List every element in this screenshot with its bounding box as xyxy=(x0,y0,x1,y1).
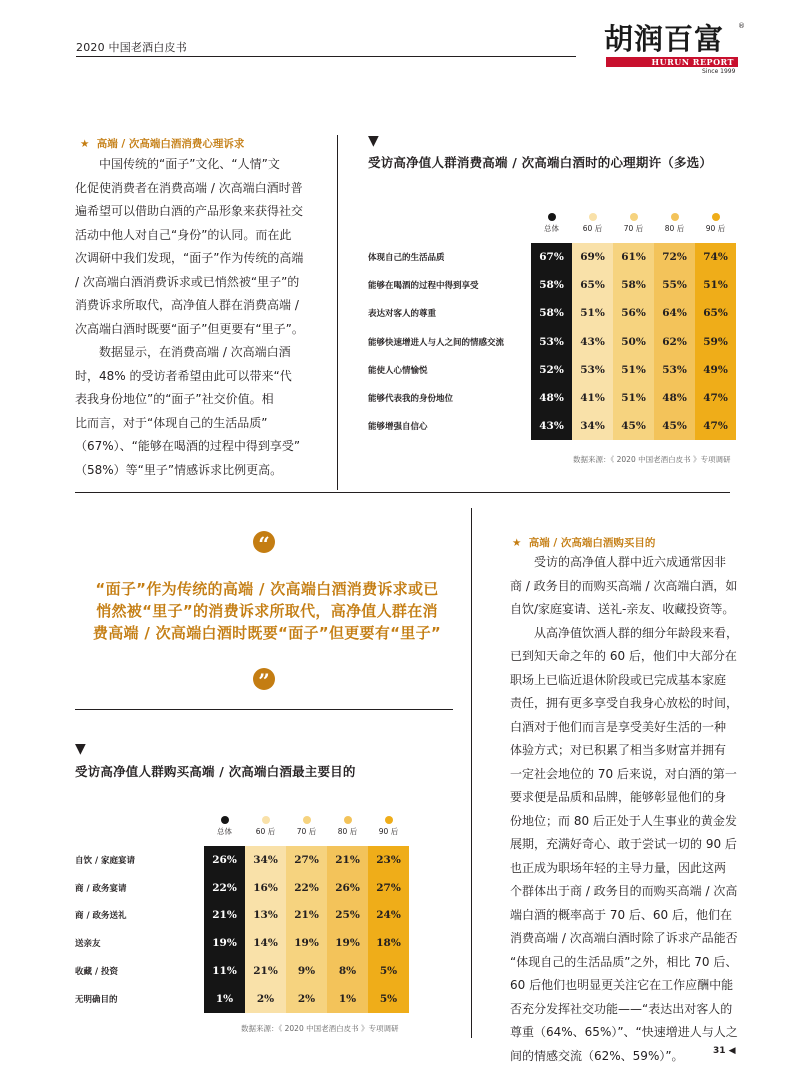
row-label: 能够增强自信心 xyxy=(368,422,428,433)
section1-line: 化促使消费者在消费高端 / 次高端白酒时普 xyxy=(75,180,303,195)
value-cell: 22% xyxy=(204,874,245,902)
chart1-source: 数据来源：《 2020 中国老酒白皮书 》专项调研 xyxy=(573,455,731,464)
legend-item xyxy=(572,203,613,243)
section2-line: 白酒对于他们而言是享受美好生活的一种 xyxy=(510,719,727,734)
value-cell: 58% xyxy=(531,299,572,327)
value-cell: 65% xyxy=(572,271,613,299)
value-cell: 53% xyxy=(654,356,695,384)
quote-divider xyxy=(75,709,453,710)
value-cell: 9% xyxy=(286,957,327,985)
value-cell: 59% xyxy=(695,328,736,356)
value-cell: 65% xyxy=(695,299,736,327)
value-cell: 41% xyxy=(572,384,613,412)
legend-label: 90 后 xyxy=(705,223,726,233)
value-cell: 27% xyxy=(286,846,327,874)
row-label: 自饮 / 家庭宴请 xyxy=(75,855,136,866)
value-cell: 21% xyxy=(327,846,368,874)
table-row xyxy=(75,902,409,930)
section2-line: 商 / 政务目的而购买高端 / 次高端白酒，如 xyxy=(510,578,738,593)
table-row xyxy=(368,356,736,384)
value-cell: 51% xyxy=(613,356,654,384)
value-cell: 25% xyxy=(327,902,368,930)
row-label: 商 / 政务宴请 xyxy=(75,883,127,894)
value-cell: 16% xyxy=(245,874,286,902)
row-label: 送亲友 xyxy=(75,939,101,950)
section2-line: 受访的高净值人群中近六成通常因非 xyxy=(534,555,727,569)
section2-line: 间的情感交流（62%、59%）”。 xyxy=(510,1048,684,1063)
legend-item xyxy=(327,806,368,846)
table-row xyxy=(368,384,736,412)
table-row xyxy=(368,412,736,440)
value-cell: 34% xyxy=(572,412,613,440)
value-cell: 1% xyxy=(204,985,245,1013)
legend-dot-icon xyxy=(671,213,679,221)
section2-line: 职场上已临近退休阶段或已完成基本家庭 xyxy=(510,672,727,687)
section1-heading xyxy=(80,136,244,151)
column-divider-bottom xyxy=(471,508,472,1038)
legend-item xyxy=(613,203,654,243)
legend-label: 70 后 xyxy=(623,223,644,233)
section1-line: 次高端白酒时既要“面子”但更要有“里子”。 xyxy=(75,321,304,336)
section1-line: 活动中他人对自己“身份”的认同。而在此 xyxy=(75,227,292,242)
quote-open-icon: “ xyxy=(253,531,275,553)
legend-dot-icon xyxy=(221,816,229,824)
value-cell: 23% xyxy=(368,846,409,874)
star-icon: ★ xyxy=(512,537,522,549)
section2-line: 要求便是品质和品牌，能够彰显他们的身 xyxy=(510,790,727,804)
value-cell: 58% xyxy=(613,271,654,299)
value-cell: 74% xyxy=(695,243,736,271)
legend-label: 总体 xyxy=(544,223,559,233)
chart1-legend-row xyxy=(368,203,736,243)
legend-dot-icon xyxy=(385,816,393,824)
section2-heading xyxy=(512,535,655,550)
section1-line: 比而言，对于“体现自己的生活品质” xyxy=(75,415,268,430)
legend-dot-icon xyxy=(589,213,597,221)
legend-item xyxy=(695,203,736,243)
section2-line: 60 后他们也明显更关注它在工作应酬中能 xyxy=(510,978,734,992)
section-divider xyxy=(75,492,730,493)
section1-line: （58%）等“里子”情感诉求比例更高。 xyxy=(75,462,283,477)
value-cell: 51% xyxy=(613,384,654,412)
section1-body xyxy=(75,153,313,482)
value-cell: 2% xyxy=(245,985,286,1013)
table-row xyxy=(75,846,409,874)
row-label: 表达对客人的尊重 xyxy=(368,309,437,320)
logo-sub-bar: HURUN REPORT xyxy=(606,57,738,67)
chart2-table xyxy=(75,806,409,1013)
section2-title: 高端 / 次高端白酒购买目的 xyxy=(528,537,656,549)
value-cell: 47% xyxy=(695,412,736,440)
section2-line: 份地位；而 80 后正处于人生事业的黄金发 xyxy=(510,813,737,828)
value-cell: 26% xyxy=(327,874,368,902)
section1-line: 遍希望可以借助白酒的产品形象来获得社交 xyxy=(75,204,304,218)
row-label: 商 / 政务送礼 xyxy=(75,911,127,922)
value-cell: 5% xyxy=(368,985,409,1013)
legend-label: 60 后 xyxy=(255,826,276,836)
value-cell: 48% xyxy=(654,384,695,412)
running-header-title: 2020 中国老酒白皮书 xyxy=(76,41,187,54)
section2-line: 责任，拥有更多享受自我身心放松的时间， xyxy=(510,696,739,710)
chart2-marker-icon: ▼ xyxy=(75,741,86,757)
row-label: 无明确目的 xyxy=(75,994,118,1005)
legend-dot-icon xyxy=(344,816,352,824)
value-cell: 61% xyxy=(613,243,654,271)
header-rule xyxy=(76,56,576,57)
pull-quote xyxy=(72,578,462,644)
section2-line: 端白酒的概率高于 70 后、60 后，他们在 xyxy=(510,907,732,922)
value-cell: 56% xyxy=(613,299,654,327)
value-cell: 50% xyxy=(613,328,654,356)
row-label: 收藏 / 投资 xyxy=(75,967,119,978)
legend-dot-icon xyxy=(303,816,311,824)
value-cell: 24% xyxy=(368,902,409,930)
section1-line: 数据显示，在消费高端 / 次高端白酒 xyxy=(99,345,291,359)
value-cell: 1% xyxy=(327,985,368,1013)
section2-line: 一定社会地位的 70 后来说，对白酒的第一 xyxy=(510,766,737,781)
logo-main-text: 胡润百富 xyxy=(604,22,725,56)
section1-title: 高端 / 次高端白酒消费心理诉求 xyxy=(96,138,245,150)
value-cell: 5% xyxy=(368,957,409,985)
section2-line: 尊重（64%、65%）”、“快速增进人与人之 xyxy=(510,1025,738,1039)
value-cell: 55% xyxy=(654,271,695,299)
chart2-legend-row xyxy=(75,806,409,846)
legend-dot-icon xyxy=(548,213,556,221)
section1-line: （67%）、“能够在喝酒的过程中得到享受” xyxy=(75,439,301,453)
chart1-title: 受访高净值人群消费高端 / 次高端白酒时的心理期许（多选） xyxy=(368,155,713,170)
legend-dot-icon xyxy=(712,213,720,221)
value-cell: 13% xyxy=(245,902,286,930)
section1-line: 表我身份地位”的“面子”社交价值。相 xyxy=(75,392,274,406)
value-cell: 43% xyxy=(572,328,613,356)
value-cell: 22% xyxy=(286,874,327,902)
value-cell: 8% xyxy=(327,957,368,985)
chart2-title: 受访高净值人群购买高端 / 次高端白酒最主要目的 xyxy=(75,764,356,779)
section1-line: 中国传统的“面子”文化、“人情”文 xyxy=(99,157,280,171)
value-cell: 45% xyxy=(613,412,654,440)
row-label: 体现自己的生活品质 xyxy=(368,253,445,264)
value-cell: 51% xyxy=(572,299,613,327)
value-cell: 19% xyxy=(204,929,245,957)
section1-line: 时，48% 的受访者希望由此可以带来“代 xyxy=(75,368,292,383)
section2-line: 展期，充满好奇心、敢于尝试一切的 90 后 xyxy=(510,837,737,851)
legend-label: 80 后 xyxy=(337,826,358,836)
section2-line: 个群体出于商 / 政务目的而购买高端 / 次高 xyxy=(510,884,738,898)
value-cell: 43% xyxy=(531,412,572,440)
row-label: 能够代表我的身份地位 xyxy=(368,394,454,405)
section2-line: “体现自己的生活品质”之外，相比 70 后、 xyxy=(510,954,738,969)
page-number: 31 ◀ xyxy=(713,1046,736,1056)
legend-item xyxy=(204,806,245,846)
value-cell: 45% xyxy=(654,412,695,440)
section2-line: 从高净值饮酒人群的细分年龄段来看， xyxy=(534,625,739,640)
section1-line: / 次高端白酒消费诉求或已悄然被“里子”的 xyxy=(75,274,300,289)
value-cell: 21% xyxy=(286,902,327,930)
value-cell: 19% xyxy=(327,929,368,957)
quote-close-icon: ” xyxy=(253,668,275,690)
value-cell: 26% xyxy=(204,846,245,874)
chart1-table xyxy=(368,203,736,440)
table-row xyxy=(75,929,409,957)
logo-registered-mark: ® xyxy=(738,22,745,30)
quote-line: “面子”作为传统的高端 / 次高端白酒消费诉求或已 xyxy=(95,580,439,598)
legend-item xyxy=(368,806,409,846)
value-cell: 72% xyxy=(654,243,695,271)
section2-line: 已到知天命之年的 60 后，他们中大部分在 xyxy=(510,649,737,663)
value-cell: 67% xyxy=(531,243,572,271)
section2-body xyxy=(510,551,742,1068)
table-row xyxy=(75,957,409,985)
star-icon: ★ xyxy=(80,138,90,150)
section1-line: 消费诉求所取代，高净值人群在消费高端 / xyxy=(75,298,299,312)
value-cell: 69% xyxy=(572,243,613,271)
value-cell: 21% xyxy=(204,902,245,930)
value-cell: 49% xyxy=(695,356,736,384)
table-row xyxy=(368,328,736,356)
section2-line: 否充分发挥社交功能——“表达出对客人的 xyxy=(510,1001,733,1016)
legend-item xyxy=(531,203,572,243)
chart1-marker-icon: ▼ xyxy=(368,133,379,149)
value-cell: 48% xyxy=(531,384,572,412)
table-row xyxy=(368,271,736,299)
section1-line: 次调研中我们发现，“面子”作为传统的高端 xyxy=(75,251,304,265)
section2-line: 自饮/家庭宴请、送礼-亲友、收藏投资等。 xyxy=(510,602,735,616)
logo-since: Since 1999 xyxy=(702,68,736,75)
legend-dot-icon xyxy=(262,816,270,824)
value-cell: 53% xyxy=(572,356,613,384)
chart2-source: 数据来源：《 2020 中国老酒白皮书 》专项调研 xyxy=(241,1024,399,1033)
legend-label: 70 后 xyxy=(296,826,317,836)
legend-label: 60 后 xyxy=(582,223,603,233)
column-divider-top xyxy=(337,135,338,490)
value-cell: 52% xyxy=(531,356,572,384)
section2-line: 消费高端 / 次高端白酒时除了诉求产品能否 xyxy=(510,931,738,945)
row-label: 能够快速增进人与人之间的情感交流 xyxy=(368,337,505,348)
section2-line: 也正成为职场年轻的主导力量，因此这两 xyxy=(510,860,727,875)
legend-item xyxy=(286,806,327,846)
table-row xyxy=(75,985,409,1013)
row-label: 能够在喝酒的过程中得到享受 xyxy=(368,281,479,292)
value-cell: 34% xyxy=(245,846,286,874)
table-row xyxy=(368,243,736,271)
legend-label: 总体 xyxy=(217,826,232,836)
value-cell: 58% xyxy=(531,271,572,299)
value-cell: 18% xyxy=(368,929,409,957)
legend-item xyxy=(654,203,695,243)
legend-item xyxy=(245,806,286,846)
hurun-logo xyxy=(604,22,744,78)
table-row xyxy=(368,299,736,327)
value-cell: 21% xyxy=(245,957,286,985)
value-cell: 11% xyxy=(204,957,245,985)
value-cell: 62% xyxy=(654,328,695,356)
section2-line: 体验方式；对已积累了相当多财富并拥有 xyxy=(510,743,727,757)
table-row xyxy=(75,874,409,902)
legend-dot-icon xyxy=(630,213,638,221)
value-cell: 47% xyxy=(695,384,736,412)
quote-line: 费高端 / 次高端白酒时既要“面子”但更要有“里子” xyxy=(92,624,442,642)
legend-label: 90 后 xyxy=(378,826,399,836)
value-cell: 64% xyxy=(654,299,695,327)
value-cell: 19% xyxy=(286,929,327,957)
row-label: 能使人心情愉悦 xyxy=(368,365,428,376)
value-cell: 27% xyxy=(368,874,409,902)
value-cell: 14% xyxy=(245,929,286,957)
value-cell: 51% xyxy=(695,271,736,299)
legend-label: 80 后 xyxy=(664,223,685,233)
value-cell: 53% xyxy=(531,328,572,356)
quote-line: 悄然被“里子”的消费诉求所取代，高净值人群在消 xyxy=(96,602,438,620)
value-cell: 2% xyxy=(286,985,327,1013)
